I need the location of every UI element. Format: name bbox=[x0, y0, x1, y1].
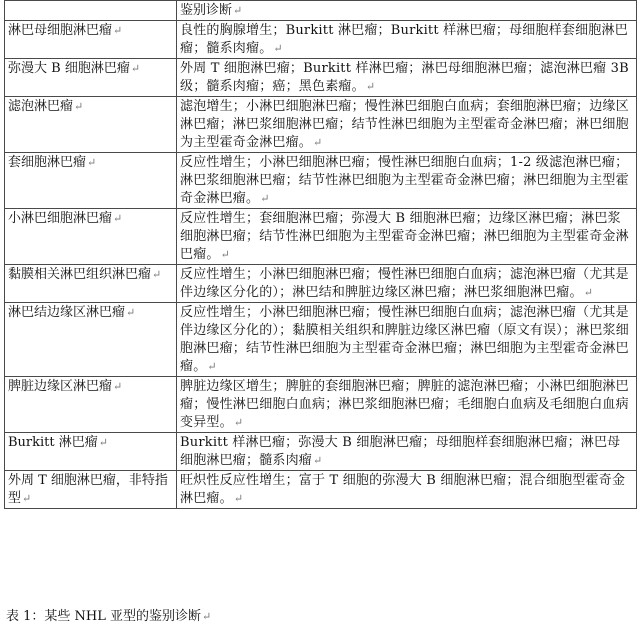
diagnosis-text: 反应性增生；套细胞淋巴瘤；弥漫大 B 细胞淋巴瘤；边缘区淋巴瘤；淋巴浆细胞淋巴瘤；结节性淋巴细胞为主型霍奇金淋巴瘤；淋巴细胞为主型霍奇金淋巴瘤。 bbox=[180, 211, 629, 262]
subtype-cell bbox=[5, 433, 177, 471]
paragraph-mark-icon: ↵ bbox=[313, 454, 323, 467]
subtype-name: 脾脏边缘区淋巴瘤 bbox=[8, 379, 113, 394]
subtype-name: 黏膜相关淋巴组织淋巴瘤 bbox=[8, 267, 152, 282]
paragraph-mark-icon: ↵ bbox=[22, 492, 32, 505]
diagnosis-cell bbox=[177, 209, 637, 265]
paragraph-mark-icon: ↵ bbox=[202, 610, 212, 623]
diagnosis-cell bbox=[177, 377, 637, 433]
diagnosis-text: Burkitt 样淋巴瘤；弥漫大 B 细胞淋巴瘤；母细胞样套细胞淋巴瘤；淋巴母细胞淋巴瘤；髓系肉瘤 bbox=[180, 435, 621, 468]
diagnosis-text: 脾脏边缘区增生；脾脏的套细胞淋巴瘤；脾脏的滤泡淋巴瘤；小淋巴细胞淋巴瘤；慢性淋巴细胞白血病；淋巴浆细胞淋巴瘤；毛细胞白血病及毛细胞白血病变异型。 bbox=[180, 379, 629, 430]
diagnosis-cell bbox=[177, 21, 637, 59]
diagnosis-cell bbox=[177, 433, 637, 471]
paragraph-mark-icon: ↵ bbox=[87, 156, 97, 169]
diagnosis-text: 反应性增生；小淋巴细胞淋巴瘤；慢性淋巴细胞白血病；滤泡淋巴瘤（尤其是伴边缘区分化的）；黏膜相关组织和脾脏边缘区淋巴瘤（原文有误）；淋巴浆细胞淋巴瘤；结节性淋巴细胞为主型霍奇金淋巴瘤；淋巴细胞为主型霍奇金淋巴瘤。 bbox=[180, 305, 630, 374]
paragraph-mark-icon: ↵ bbox=[365, 80, 376, 93]
subtype-name: 淋巴结边缘区淋巴瘤 bbox=[8, 305, 126, 320]
diagnosis-text: 旺炽性反应性增生；富于 T 细胞的弥漫大 B 细胞淋巴瘤；混合细胞型霍奇金淋巴瘤。 bbox=[180, 473, 626, 506]
table-row bbox=[5, 303, 637, 377]
diagnosis-text: 反应性增生；小淋巴细胞淋巴瘤；慢性淋巴细胞白血病；1-2 级滤泡淋巴瘤；淋巴浆细胞淋巴瘤；结节性淋巴细胞为主型霍奇金淋巴瘤；淋巴细胞为主型霍奇金淋巴瘤。 bbox=[180, 155, 629, 206]
subtype-cell bbox=[5, 21, 177, 59]
subtype-name: 套细胞淋巴瘤 bbox=[8, 155, 87, 170]
subtype-name: 滤泡淋巴瘤 bbox=[8, 99, 74, 114]
subtype-name: 小淋巴细胞淋巴瘤 bbox=[8, 211, 113, 226]
table-row bbox=[5, 433, 637, 471]
paragraph-mark-icon: ↵ bbox=[113, 24, 123, 37]
paragraph-mark-icon: ↵ bbox=[233, 4, 243, 17]
diagnosis-cell bbox=[177, 471, 637, 509]
table-row bbox=[5, 97, 637, 153]
table-caption: 表 1：某些 NHL 亚型的鉴别诊断↵ bbox=[6, 609, 212, 624]
table-row bbox=[5, 209, 637, 265]
table-row bbox=[5, 471, 637, 509]
diagnosis-text: 反应性增生；小淋巴细胞淋巴瘤；慢性淋巴细胞白血病；滤泡淋巴瘤（尤其是伴边缘区分化的）；淋巴结和脾脏边缘区淋巴瘤；淋巴浆细胞淋巴瘤。 bbox=[180, 267, 629, 300]
paragraph-mark-icon: ↵ bbox=[260, 192, 270, 205]
paragraph-mark-icon: ↵ bbox=[233, 416, 244, 429]
diagnosis-cell bbox=[177, 303, 637, 377]
table-header-row bbox=[5, 1, 637, 21]
diagnosis-cell bbox=[177, 265, 637, 303]
differential-diagnosis-table bbox=[4, 0, 637, 509]
paragraph-mark-icon: ↵ bbox=[220, 248, 231, 261]
subtype-cell bbox=[5, 377, 177, 433]
paragraph-mark-icon: ↵ bbox=[152, 268, 162, 281]
diagnosis-text: 滤泡增生；小淋巴细胞淋巴瘤；慢性淋巴细胞白血病；套细胞淋巴瘤；边缘区淋巴瘤；淋巴浆细胞淋巴瘤；结节性淋巴细胞为主型霍奇金淋巴瘤；淋巴细胞为主型霍奇金淋巴瘤。 bbox=[180, 99, 629, 150]
paragraph-mark-icon: ↵ bbox=[126, 306, 136, 319]
header-cell-subtype bbox=[5, 1, 177, 21]
subtype-cell bbox=[5, 97, 177, 153]
subtype-name: 淋巴母细胞淋巴瘤 bbox=[8, 23, 113, 38]
table-row bbox=[5, 59, 637, 97]
header-cell-diagnosis bbox=[177, 1, 637, 21]
subtype-cell bbox=[5, 265, 177, 303]
subtype-cell bbox=[5, 153, 177, 209]
paragraph-mark-icon: ↵ bbox=[207, 360, 217, 373]
paragraph-mark-icon: ↵ bbox=[130, 62, 141, 75]
paragraph-mark-icon: ↵ bbox=[233, 492, 244, 505]
diagnosis-cell bbox=[177, 97, 637, 153]
subtype-name: 外周 T 细胞淋巴瘤，非特指型 bbox=[8, 473, 168, 506]
subtype-name: 弥漫大 B 细胞淋巴瘤 bbox=[8, 61, 130, 76]
table-row bbox=[5, 377, 637, 433]
subtype-name: Burkitt 淋巴瘤 bbox=[8, 435, 98, 450]
subtype-cell bbox=[5, 303, 177, 377]
paragraph-mark-icon: ↵ bbox=[113, 380, 123, 393]
table-row bbox=[5, 153, 637, 209]
paragraph-mark-icon: ↵ bbox=[98, 436, 108, 449]
diagnosis-text: 外周 T 细胞淋巴瘤；Burkitt 样淋巴瘤；淋巴母细胞淋巴瘤；滤泡淋巴瘤 3B 级；髓系肉瘤；癌；黑色素瘤。 bbox=[180, 61, 629, 94]
diagnosis-cell bbox=[177, 59, 637, 97]
paragraph-mark-icon: ↵ bbox=[583, 286, 594, 299]
paragraph-mark-icon: ↵ bbox=[273, 42, 283, 55]
diagnosis-cell bbox=[177, 153, 637, 209]
paragraph-mark-icon: ↵ bbox=[113, 212, 123, 225]
table-row bbox=[5, 21, 637, 59]
subtype-cell bbox=[5, 59, 177, 97]
subtype-cell bbox=[5, 471, 177, 509]
subtype-cell bbox=[5, 209, 177, 265]
diagnosis-text: 良性的胸腺增生；Burkitt 淋巴瘤；Burkitt 样淋巴瘤；母细胞样套细胞淋巴瘤；髓系肉瘤。 bbox=[180, 23, 628, 56]
header-label: 鉴别诊断 bbox=[180, 3, 233, 18]
paragraph-mark-icon: ↵ bbox=[74, 100, 84, 113]
paragraph-mark-icon: ↵ bbox=[313, 136, 323, 149]
table-row bbox=[5, 265, 637, 303]
